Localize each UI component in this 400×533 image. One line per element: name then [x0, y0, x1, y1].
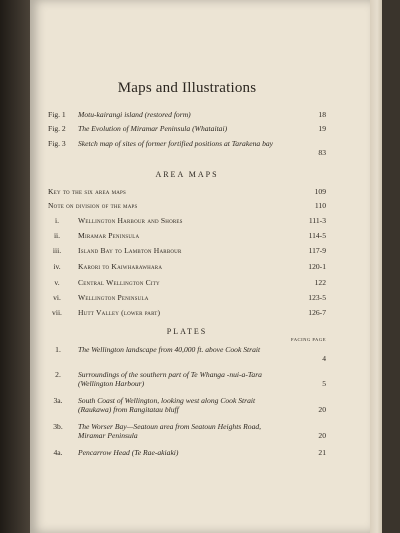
- plates-heading: PLATES: [166, 327, 208, 336]
- area-intro-page: 110: [314, 201, 326, 210]
- area-intro-text: Key to the six area maps: [48, 187, 127, 196]
- area-map-number: vi.: [53, 293, 61, 302]
- area-intro-text: Note on division of the maps: [48, 201, 138, 210]
- figure-caption: The Evolution of Miramar Peninsula (Whataitai): [78, 124, 228, 133]
- area-intro-page: 109: [314, 187, 326, 196]
- area-map-row: [48, 262, 326, 271]
- area-map-page: 126-7: [308, 308, 326, 317]
- plate-row: [48, 396, 326, 414]
- area-map-page: 122: [314, 278, 326, 287]
- area-map-row: [48, 278, 326, 287]
- figure-page: 19: [318, 124, 326, 133]
- figure-number: Fig. 3: [48, 139, 66, 148]
- area-intro-row: [48, 187, 326, 196]
- figure-page: 83: [318, 148, 326, 157]
- plate-page: 21: [318, 448, 326, 457]
- area-map-number: vii.: [52, 308, 62, 317]
- area-map-page: 120-1: [308, 262, 326, 271]
- area-map-number: v.: [54, 278, 60, 287]
- plate-row: [48, 345, 326, 363]
- plate-number: 3b.: [53, 422, 63, 431]
- area-map-number: i.: [54, 216, 59, 225]
- area-map-row: [48, 231, 326, 240]
- area-map-number: iv.: [53, 262, 61, 271]
- area-map-title: Karori to Kaiwharawhara: [78, 262, 163, 271]
- area-map-title: Wellington Harbour and Shores: [78, 216, 183, 225]
- plate-caption: South Coast of Wellington, looking west along Cook Strait (Raukawa) from Rangitatau bluff: [78, 396, 256, 414]
- plate-page: 4: [322, 354, 326, 363]
- area-map-title: Central Wellington City: [78, 278, 160, 287]
- area-map-title: Miramar Peninsula: [78, 231, 140, 240]
- plate-caption: Pencarrow Head (Te Rae-akiaki): [78, 448, 179, 457]
- plate-number: 4a.: [53, 448, 63, 457]
- figure-caption: Motu-kairangi island (restored form): [78, 110, 191, 119]
- plate-caption: Surroundings of the southern part of Te Whanga -nui-a-Tara (Wellington Harbour): [78, 370, 262, 388]
- figure-number: Fig. 2: [48, 124, 66, 133]
- figure-number: Fig. 1: [48, 110, 66, 119]
- area-map-row: [48, 216, 326, 225]
- area-map-page: 114-5: [308, 231, 326, 240]
- area-map-row: [48, 308, 326, 317]
- page-edge: [370, 0, 382, 533]
- area-intro-row: [48, 201, 326, 210]
- plate-row: [48, 448, 326, 457]
- figure-page: 18: [318, 110, 326, 119]
- plate-caption: The Wellington landscape from 40,000 ft. above Cook Strait: [78, 345, 261, 354]
- figure-row: [48, 110, 326, 119]
- area-map-number: ii.: [53, 231, 61, 240]
- plate-page: 20: [318, 431, 326, 440]
- plate-number: 3a.: [53, 396, 63, 405]
- plate-page: 5: [322, 379, 326, 388]
- book-gutter-shadow: [0, 0, 30, 533]
- page-title: Maps and Illustrations: [117, 80, 257, 96]
- figure-row: [48, 124, 326, 133]
- figure-row: [48, 139, 326, 157]
- plate-row: [48, 370, 326, 388]
- facing-page-label: FACING PAGE: [291, 337, 326, 342]
- figure-caption: Sketch map of sites of former fortified positions at Tarakena bay: [78, 139, 274, 148]
- area-map-page: 117-9: [308, 246, 326, 255]
- area-map-page: 111-3: [308, 216, 326, 225]
- area-map-row: [48, 293, 326, 302]
- area-map-title: Island Bay to Lambton Harbour: [78, 246, 182, 255]
- plate-number: 2.: [55, 370, 61, 379]
- area-map-title: Hutt Valley (lower part): [78, 308, 161, 317]
- area-map-page: 123-5: [308, 293, 326, 302]
- area-map-number: iii.: [52, 246, 62, 255]
- plate-row: [48, 422, 326, 440]
- area-map-title: Wellington Peninsula: [78, 293, 149, 302]
- plate-number: 1.: [55, 345, 61, 354]
- plate-caption: The Worser Bay—Seatoun area from Seatoun Heights Road, Miramar Peninsula: [78, 422, 262, 440]
- area-maps-heading: AREA MAPS: [155, 170, 219, 179]
- plate-page: 20: [318, 405, 326, 414]
- area-map-row: [48, 246, 326, 255]
